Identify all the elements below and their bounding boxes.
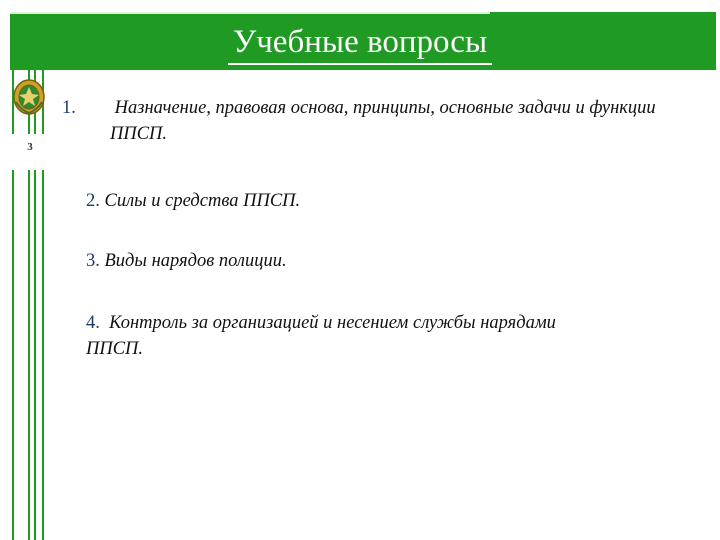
list-item-text: Контроль за организацией и несением службы нарядами ППСП. xyxy=(86,313,556,359)
list-item xyxy=(86,248,686,274)
list-item-text: Виды нарядов полиции. xyxy=(104,251,287,271)
title-underline xyxy=(228,63,492,65)
list-item xyxy=(86,188,686,214)
slide-title: Учебные вопросы xyxy=(232,24,488,60)
title-top-line xyxy=(10,12,490,14)
list-item xyxy=(86,310,586,362)
list-item-text: Назначение, правовая основа, принципы, основные задачи и функции ППСП. xyxy=(110,98,656,144)
police-emblem-icon xyxy=(12,78,46,116)
list-item-text: Силы и средства ППСП. xyxy=(104,191,301,211)
list-item-number: 3. xyxy=(86,251,100,271)
page-number: 3 xyxy=(27,141,33,153)
list-item-number: 2. xyxy=(86,191,100,211)
list-item-number: 4. xyxy=(86,313,100,333)
list-item xyxy=(62,95,690,147)
list-item-number: 1. xyxy=(62,98,76,118)
